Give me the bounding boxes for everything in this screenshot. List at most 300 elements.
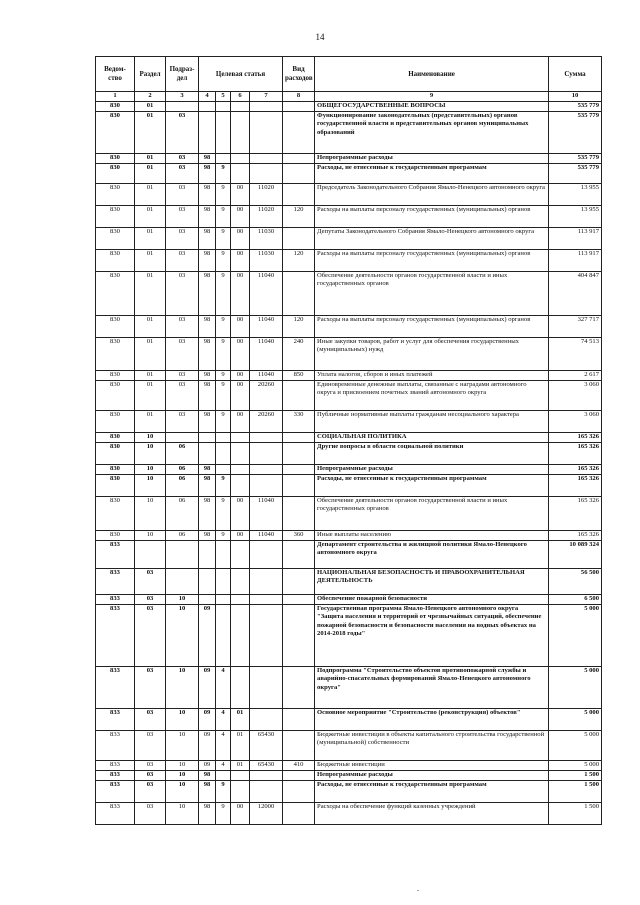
cell-subprogram: 4: [216, 731, 231, 761]
cell-vid-rashodov: [283, 228, 315, 250]
table-row: [96, 316, 602, 338]
cell-vid-rashodov: [283, 381, 315, 411]
column-number: 2: [135, 92, 166, 102]
cell-direction: [250, 595, 283, 605]
cell-subprogram: 9: [216, 316, 231, 338]
header-naimenovanie: Наименование: [315, 57, 549, 92]
cell-razdel: 03: [135, 595, 166, 605]
column-number-row: [96, 92, 602, 102]
cell-summa: 535 779: [549, 164, 602, 184]
cell-vedomstvo: 833: [96, 605, 135, 667]
cell-direction: 11020: [250, 206, 283, 228]
cell-measure: [231, 569, 250, 595]
cell-subprogram: [216, 112, 231, 154]
cell-measure: [231, 605, 250, 667]
cell-measure: 00: [231, 803, 250, 825]
cell-program: 98: [199, 272, 216, 316]
cell-vedomstvo: 830: [96, 316, 135, 338]
cell-summa: 535 779: [549, 154, 602, 164]
cell-naimenovanie: Подпрограмма "Строительство объектов противопожарной службы и аварийно-спасательных формирований Ямало-Ненецкого автономного округа": [315, 667, 549, 709]
page-number: 14: [315, 32, 325, 42]
cell-summa: 535 779: [549, 112, 602, 154]
cell-naimenovanie: Иные выплаты населению: [315, 531, 549, 541]
cell-program: 09: [199, 731, 216, 761]
cell-podrazdel: 03: [166, 184, 199, 206]
cell-measure: 00: [231, 184, 250, 206]
cell-program: [199, 443, 216, 465]
cell-podrazdel: 03: [166, 112, 199, 154]
cell-direction: 12000: [250, 803, 283, 825]
cell-razdel: 01: [135, 272, 166, 316]
cell-subprogram: [216, 433, 231, 443]
cell-measure: 00: [231, 338, 250, 371]
cell-program: 09: [199, 709, 216, 731]
cell-vedomstvo: 833: [96, 667, 135, 709]
table-row: [96, 443, 602, 465]
cell-subprogram: [216, 595, 231, 605]
cell-vid-rashodov: [283, 709, 315, 731]
cell-naimenovanie: СОЦИАЛЬНАЯ ПОЛИТИКА: [315, 433, 549, 443]
cell-direction: [250, 781, 283, 803]
cell-program: 98: [199, 771, 216, 781]
cell-podrazdel: [166, 541, 199, 569]
cell-measure: 00: [231, 250, 250, 272]
cell-podrazdel: 10: [166, 771, 199, 781]
cell-naimenovanie: Расходы на выплаты персоналу государственных (муниципальных) органов: [315, 316, 549, 338]
cell-program: 98: [199, 381, 216, 411]
cell-measure: [231, 112, 250, 154]
column-number: 3: [166, 92, 199, 102]
cell-razdel: [135, 541, 166, 569]
cell-subprogram: [216, 102, 231, 112]
cell-measure: [231, 475, 250, 497]
cell-program: [199, 595, 216, 605]
cell-subprogram: 9: [216, 250, 231, 272]
table-row: [96, 595, 602, 605]
cell-measure: 00: [231, 206, 250, 228]
cell-subprogram: 9: [216, 475, 231, 497]
cell-naimenovanie: Непрограммные расходы: [315, 465, 549, 475]
column-number: 1: [96, 92, 135, 102]
cell-program: 98: [199, 371, 216, 381]
cell-naimenovanie: Департамент строительства и жилищной политики Ямало-Ненецкого автономного округа: [315, 541, 549, 569]
cell-naimenovanie: Иные закупки товаров, работ и услуг для обеспечения государственных (муниципальных) нужд: [315, 338, 549, 371]
cell-measure: 00: [231, 531, 250, 541]
cell-vid-rashodov: 410: [283, 761, 315, 771]
cell-vid-rashodov: [283, 475, 315, 497]
cell-direction: [250, 465, 283, 475]
cell-program: 98: [199, 781, 216, 803]
column-number: 6: [231, 92, 250, 102]
cell-measure: [231, 102, 250, 112]
cell-razdel: 10: [135, 443, 166, 465]
cell-vedomstvo: 830: [96, 250, 135, 272]
cell-subprogram: [216, 465, 231, 475]
cell-vedomstvo: 833: [96, 731, 135, 761]
cell-direction: 11020: [250, 184, 283, 206]
cell-direction: [250, 102, 283, 112]
cell-podrazdel: 03: [166, 272, 199, 316]
cell-measure: 00: [231, 497, 250, 531]
table-row: [96, 475, 602, 497]
cell-program: 98: [199, 803, 216, 825]
cell-naimenovanie: Расходы на выплаты персоналу государственных (муниципальных) органов: [315, 250, 549, 272]
cell-summa: 165 326: [549, 465, 602, 475]
header-row: [96, 57, 602, 92]
cell-vid-rashodov: [283, 465, 315, 475]
header-podrazdel: Подраз-дел: [166, 57, 199, 92]
cell-naimenovanie: Непрограммные расходы: [315, 154, 549, 164]
header-summa: Сумма: [549, 57, 602, 92]
cell-summa: 2 617: [549, 371, 602, 381]
cell-naimenovanie: Основное мероприятие "Строительство (реконструкция) объектов": [315, 709, 549, 731]
table-row: [96, 771, 602, 781]
cell-subprogram: [216, 771, 231, 781]
cell-summa: 535 779: [549, 102, 602, 112]
cell-summa: 3 060: [549, 411, 602, 433]
cell-summa: 13 955: [549, 206, 602, 228]
table-row: [96, 250, 602, 272]
table-row: [96, 761, 602, 771]
cell-subprogram: 9: [216, 371, 231, 381]
cell-vedomstvo: 830: [96, 102, 135, 112]
cell-summa: 327 717: [549, 316, 602, 338]
cell-direction: 11040: [250, 338, 283, 371]
cell-vid-rashodov: 120: [283, 206, 315, 228]
table-row: [96, 497, 602, 531]
cell-summa: 6 500: [549, 595, 602, 605]
cell-measure: 00: [231, 411, 250, 433]
cell-razdel: 01: [135, 338, 166, 371]
cell-podrazdel: 03: [166, 206, 199, 228]
cell-measure: [231, 443, 250, 465]
cell-program: 98: [199, 250, 216, 272]
cell-podrazdel: 06: [166, 465, 199, 475]
cell-summa: 3 060: [549, 381, 602, 411]
cell-subprogram: 4: [216, 709, 231, 731]
table-row: [96, 731, 602, 761]
cell-podrazdel: 06: [166, 531, 199, 541]
cell-subprogram: 9: [216, 164, 231, 184]
cell-razdel: 01: [135, 381, 166, 411]
cell-summa: 165 326: [549, 443, 602, 465]
cell-summa: 5 000: [549, 605, 602, 667]
cell-program: [199, 112, 216, 154]
cell-program: 98: [199, 497, 216, 531]
cell-podrazdel: 03: [166, 371, 199, 381]
cell-vedomstvo: 830: [96, 184, 135, 206]
cell-vid-rashodov: [283, 541, 315, 569]
cell-vedomstvo: 830: [96, 154, 135, 164]
cell-measure: 01: [231, 731, 250, 761]
cell-summa: 5 000: [549, 761, 602, 771]
cell-vedomstvo: 833: [96, 781, 135, 803]
cell-vedomstvo: 830: [96, 381, 135, 411]
table-row: [96, 112, 602, 154]
cell-program: 09: [199, 605, 216, 667]
cell-podrazdel: 06: [166, 443, 199, 465]
cell-vedomstvo: 830: [96, 411, 135, 433]
table-row: [96, 154, 602, 164]
cell-program: 98: [199, 411, 216, 433]
cell-measure: 00: [231, 228, 250, 250]
cell-vid-rashodov: [283, 497, 315, 531]
cell-podrazdel: 06: [166, 497, 199, 531]
cell-subprogram: 4: [216, 761, 231, 771]
header-vid-rashodov: Вид расходов: [283, 57, 315, 92]
cell-vedomstvo: 830: [96, 338, 135, 371]
cell-vid-rashodov: [283, 164, 315, 184]
cell-podrazdel: 03: [166, 228, 199, 250]
cell-vid-rashodov: [283, 781, 315, 803]
cell-direction: [250, 112, 283, 154]
cell-subprogram: 9: [216, 228, 231, 250]
cell-program: 98: [199, 154, 216, 164]
cell-vid-rashodov: [283, 569, 315, 595]
cell-vid-rashodov: [283, 443, 315, 465]
cell-summa: 165 326: [549, 497, 602, 531]
table-row: [96, 531, 602, 541]
cell-subprogram: 9: [216, 803, 231, 825]
cell-direction: [250, 605, 283, 667]
table-row: [96, 228, 602, 250]
cell-podrazdel: [166, 569, 199, 595]
column-number: 9: [315, 92, 549, 102]
header-ved: Ведом-ство: [96, 57, 135, 92]
table-row: [96, 338, 602, 371]
cell-podrazdel: 10: [166, 803, 199, 825]
cell-podrazdel: 10: [166, 781, 199, 803]
cell-razdel: 03: [135, 803, 166, 825]
cell-summa: 5 000: [549, 667, 602, 709]
column-number: 8: [283, 92, 315, 102]
cell-podrazdel: 10: [166, 709, 199, 731]
cell-razdel: 01: [135, 411, 166, 433]
cell-program: 98: [199, 184, 216, 206]
cell-naimenovanie: ОБЩЕГОСУДАРСТВЕННЫЕ ВОПРОСЫ: [315, 102, 549, 112]
cell-subprogram: [216, 541, 231, 569]
cell-subprogram: [216, 443, 231, 465]
cell-podrazdel: [166, 102, 199, 112]
cell-razdel: 03: [135, 731, 166, 761]
cell-subprogram: [216, 605, 231, 667]
cell-naimenovanie: Единовременные денежные выплаты, связанные с наградами автономного округа и присвоением почетных званий автономного округа: [315, 381, 549, 411]
cell-measure: 01: [231, 761, 250, 771]
cell-measure: 00: [231, 381, 250, 411]
cell-podrazdel: [166, 433, 199, 443]
cell-program: 98: [199, 475, 216, 497]
cell-razdel: 01: [135, 228, 166, 250]
cell-vedomstvo: 833: [96, 595, 135, 605]
cell-vedomstvo: 830: [96, 497, 135, 531]
cell-naimenovanie: Публичные нормативные выплаты гражданам несоциального характера: [315, 411, 549, 433]
cell-vid-rashodov: [283, 154, 315, 164]
cell-direction: [250, 541, 283, 569]
cell-vid-rashodov: [283, 272, 315, 316]
table-row: [96, 605, 602, 667]
cell-podrazdel: 03: [166, 316, 199, 338]
cell-naimenovanie: Расходы на обеспечение функций казенных учреждений: [315, 803, 549, 825]
cell-razdel: 03: [135, 605, 166, 667]
table-row: [96, 381, 602, 411]
cell-naimenovanie: Непрограммные расходы: [315, 771, 549, 781]
table-row: [96, 184, 602, 206]
cell-direction: [250, 443, 283, 465]
table-row: [96, 206, 602, 228]
cell-program: 09: [199, 761, 216, 771]
cell-direction: 20260: [250, 381, 283, 411]
cell-naimenovanie: Уплата налогов, сборов и иных платежей: [315, 371, 549, 381]
cell-summa: 10 089 324: [549, 541, 602, 569]
cell-vedomstvo: 830: [96, 112, 135, 154]
cell-summa: 165 326: [549, 531, 602, 541]
budget-table: [95, 56, 602, 825]
cell-vedomstvo: 830: [96, 475, 135, 497]
table-row: [96, 164, 602, 184]
cell-naimenovanie: Бюджетные инвестиции: [315, 761, 549, 771]
table-row: [96, 803, 602, 825]
cell-naimenovanie: Обеспечение деятельности органов государственной власти и иных государственных органов: [315, 272, 549, 316]
table-row: [96, 411, 602, 433]
column-number: 5: [216, 92, 231, 102]
cell-vedomstvo: 833: [96, 709, 135, 731]
cell-measure: 00: [231, 272, 250, 316]
cell-razdel: 01: [135, 316, 166, 338]
cell-podrazdel: 03: [166, 338, 199, 371]
cell-direction: [250, 154, 283, 164]
cell-razdel: 10: [135, 531, 166, 541]
cell-vedomstvo: 830: [96, 164, 135, 184]
cell-vid-rashodov: [283, 605, 315, 667]
cell-razdel: 03: [135, 569, 166, 595]
cell-naimenovanie: Расходы, не отнесенные к государственным программам: [315, 164, 549, 184]
cell-measure: [231, 595, 250, 605]
cell-subprogram: 4: [216, 667, 231, 709]
cell-subprogram: 9: [216, 381, 231, 411]
cell-vedomstvo: 830: [96, 272, 135, 316]
cell-razdel: 01: [135, 102, 166, 112]
cell-vid-rashodov: [283, 184, 315, 206]
cell-subprogram: 9: [216, 184, 231, 206]
cell-measure: [231, 667, 250, 709]
cell-podrazdel: 03: [166, 250, 199, 272]
cell-direction: [250, 569, 283, 595]
cell-razdel: 01: [135, 184, 166, 206]
cell-razdel: 10: [135, 497, 166, 531]
cell-vid-rashodov: 240: [283, 338, 315, 371]
cell-vedomstvo: 833: [96, 803, 135, 825]
table-row: [96, 541, 602, 569]
cell-razdel: 03: [135, 709, 166, 731]
cell-naimenovanie: Обеспечение пожарной безопасности: [315, 595, 549, 605]
table-row: [96, 433, 602, 443]
cell-summa: 5 000: [549, 709, 602, 731]
cell-vedomstvo: 830: [96, 465, 135, 475]
cell-program: 98: [199, 228, 216, 250]
cell-program: [199, 433, 216, 443]
cell-direction: 65430: [250, 761, 283, 771]
cell-direction: 11040: [250, 371, 283, 381]
cell-summa: 74 513: [549, 338, 602, 371]
cell-program: 98: [199, 316, 216, 338]
cell-summa: 404 847: [549, 272, 602, 316]
column-number: 7: [250, 92, 283, 102]
cell-naimenovanie: НАЦИОНАЛЬНАЯ БЕЗОПАСНОСТЬ И ПРАВООХРАНИТЕЛЬНАЯ ДЕЯТЕЛЬНОСТЬ: [315, 569, 549, 595]
cell-vid-rashodov: [283, 595, 315, 605]
cell-vedomstvo: 833: [96, 569, 135, 595]
cell-razdel: 01: [135, 112, 166, 154]
cell-direction: 11030: [250, 250, 283, 272]
cell-vid-rashodov: [283, 667, 315, 709]
cell-direction: 11030: [250, 228, 283, 250]
cell-razdel: 10: [135, 465, 166, 475]
cell-measure: [231, 164, 250, 184]
table-row: [96, 272, 602, 316]
cell-vid-rashodov: [283, 433, 315, 443]
cell-vedomstvo: 830: [96, 433, 135, 443]
cell-summa: 113 917: [549, 250, 602, 272]
cell-direction: [250, 667, 283, 709]
cell-measure: [231, 771, 250, 781]
cell-measure: [231, 433, 250, 443]
cell-summa: 5 000: [549, 731, 602, 761]
cell-program: 98: [199, 338, 216, 371]
cell-podrazdel: 10: [166, 761, 199, 771]
cell-direction: [250, 771, 283, 781]
cell-razdel: 10: [135, 475, 166, 497]
cell-direction: 11040: [250, 531, 283, 541]
cell-measure: 01: [231, 709, 250, 731]
cell-podrazdel: 10: [166, 595, 199, 605]
footer-mark: .: [417, 884, 419, 893]
cell-vid-rashodov: 330: [283, 411, 315, 433]
cell-podrazdel: 03: [166, 381, 199, 411]
cell-naimenovanie: Расходы, не отнесенные к государственным программам: [315, 781, 549, 803]
cell-podrazdel: 03: [166, 411, 199, 433]
cell-summa: 165 326: [549, 433, 602, 443]
cell-razdel: 01: [135, 250, 166, 272]
cell-vid-rashodov: [283, 112, 315, 154]
cell-podrazdel: 10: [166, 731, 199, 761]
table-row: [96, 102, 602, 112]
cell-measure: [231, 465, 250, 475]
cell-subprogram: 9: [216, 411, 231, 433]
cell-vedomstvo: 830: [96, 371, 135, 381]
column-number: 4: [199, 92, 216, 102]
cell-razdel: 03: [135, 667, 166, 709]
cell-naimenovanie: Расходы, не отнесенные к государственным программам: [315, 475, 549, 497]
cell-razdel: 03: [135, 771, 166, 781]
cell-razdel: 10: [135, 433, 166, 443]
cell-vedomstvo: 833: [96, 761, 135, 771]
cell-summa: 113 917: [549, 228, 602, 250]
cell-podrazdel: 03: [166, 154, 199, 164]
cell-vedomstvo: 830: [96, 228, 135, 250]
cell-vedomstvo: 830: [96, 531, 135, 541]
cell-direction: [250, 433, 283, 443]
cell-vid-rashodov: [283, 771, 315, 781]
cell-vid-rashodov: 360: [283, 531, 315, 541]
cell-vid-rashodov: [283, 803, 315, 825]
cell-vid-rashodov: [283, 102, 315, 112]
cell-vid-rashodov: [283, 731, 315, 761]
cell-subprogram: [216, 154, 231, 164]
cell-vid-rashodov: 120: [283, 250, 315, 272]
cell-measure: 00: [231, 371, 250, 381]
cell-razdel: 01: [135, 154, 166, 164]
cell-naimenovanie: Депутаты Законодательного Собрания Ямало-Ненецкого автономного округа: [315, 228, 549, 250]
cell-podrazdel: 10: [166, 667, 199, 709]
